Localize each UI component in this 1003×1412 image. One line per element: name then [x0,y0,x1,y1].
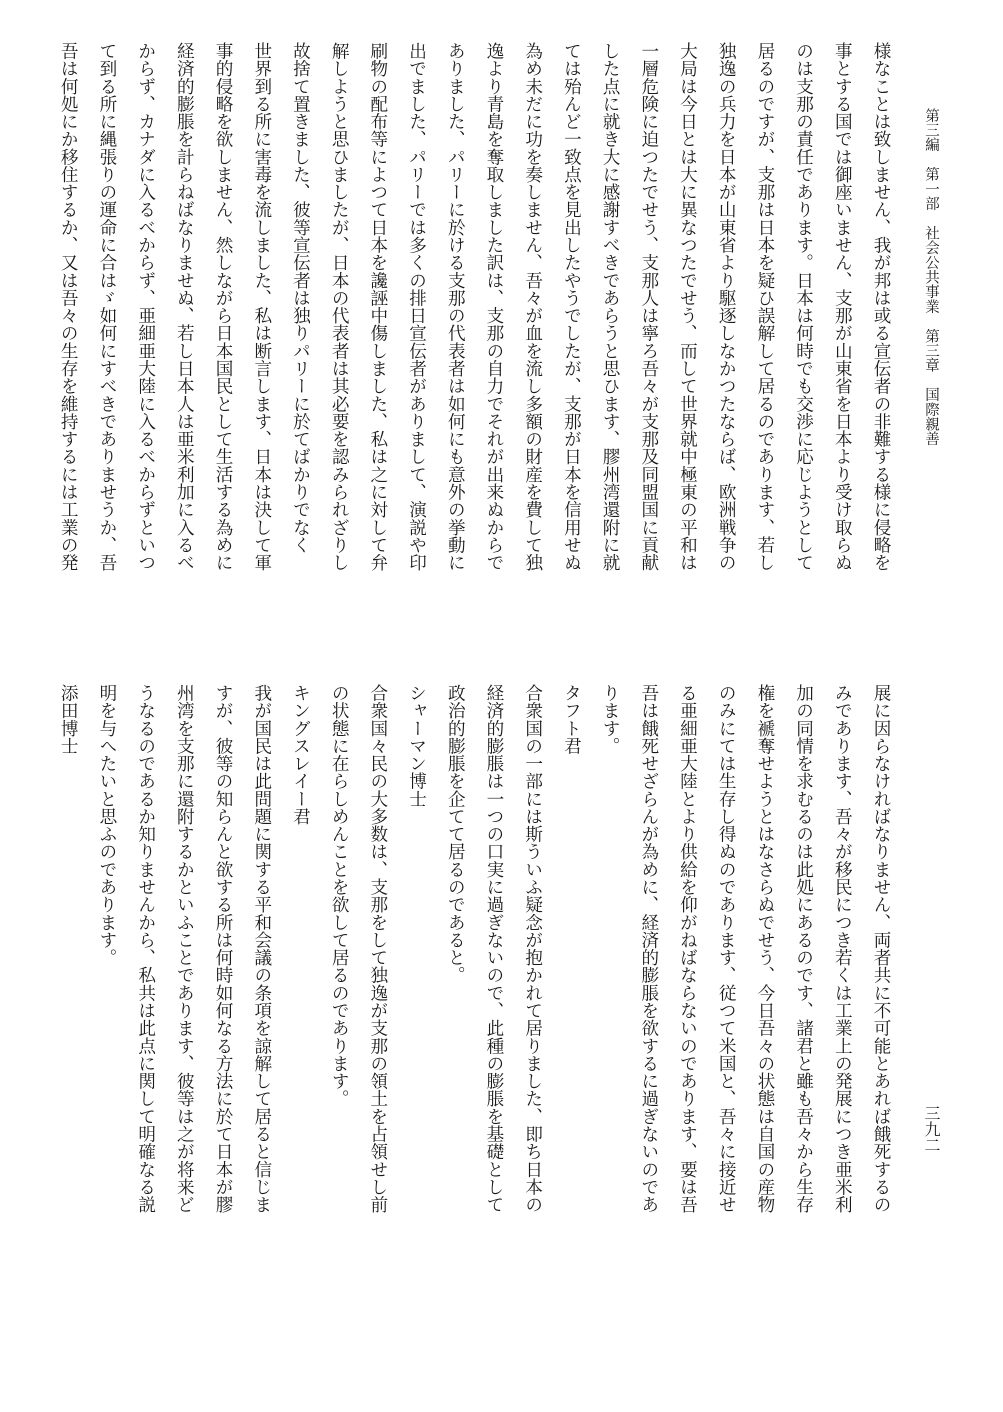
speaker-name: タフト君 [561,684,582,755]
text-line: 様なことは致しません、我が邦は或る宣伝者の非難する様に侵略を [871,42,891,572]
text-line: の状態に在らしめんことを欲して居るのであります。 [329,684,350,1108]
text-line: 為め未だに功を奏しません、吾々が血を流し多額の財産を費して独 [522,42,543,572]
text-line: 権を褫奪せようとはなさらぬでせう、今日吾々の状態は自国の産物 [754,684,775,1214]
text-line: 世界到る所に害毒を流しました、私は断言します、日本は決して軍 [251,42,272,572]
speaker-name: シャーマン博士 [406,684,427,808]
text-line: 展に因らなければなりません、両者共に不可能とあれば餓死するの [871,684,891,1214]
page-number: 三九二 [922,1105,941,1153]
text-line: ては殆んど一致点を見出したやうでしたが、支那が日本を信用せぬ [561,42,582,572]
text-line: 一層危険に迫つたでせう、支那人は寧ろ吾々が支那及同盟国に貢献 [638,42,659,572]
text-line: のは支那の責任であります。日本は何時でも交渉に応じようとして [793,42,814,572]
speaker-name: キングスレイー君 [290,684,311,826]
text-line: うなるのであるか知りませんから、私共は此点に関して明確なる説 [135,684,156,1214]
text-line: 独逸の兵力を日本が山東省より駆逐しなかつたならば、欧洲戦争の [716,42,737,572]
text-line: 吾は何処にか移住するか、又は吾々の生存を維持するには工業の発 [58,42,79,572]
text-line: 州湾を支那に還附するかといふことであります、彼等は之が将来ど [174,684,195,1214]
text-line: みであります、吾々が移民につき若くは工業上の発展につき亜米利 [832,684,853,1214]
running-header: 第三編 第一部 社会公共事業 第三章 国際親善 [923,108,939,447]
text-line: すが、彼等の知らんと欲する所は何時如何なる方法に於て日本が膠 [213,684,234,1214]
body-text-upper [58,42,900,652]
text-line: 解しようと思ひましたが、日本の代表者は其必要を認みられざりし [329,42,350,572]
text-line: 経済的膨脹は一つの口実に過ぎないので、此種の膨脹を基礎として [483,684,504,1214]
text-line: 逸より青島を奪取しました訳は、支那の自力でそれが出来ぬからで [483,42,504,572]
text-line: 出でました、パリーでは多くの排日宣伝者がありまして、演説や印 [406,42,427,572]
text-line: のみにては生存し得ぬのであります、従つて米国と、吾々に接近せ [716,684,737,1214]
text-line: 吾は餓死せざらんが為めに、経済的膨脹を欲するに過ぎないのであ [638,684,659,1214]
text-line: 政治的膨脹を企てて居るのであると。 [445,684,466,984]
text-line: 明を与へたいと思ふのであります。 [96,684,117,967]
text-line: 故捨て置きました、彼等宣伝者は独りパリーに於てばかりでなく [290,42,311,554]
text-line: 合衆国々民の大多数は、支那をして独逸が支那の領土を占領せし前 [367,684,388,1214]
text-line: ります。 [600,684,621,755]
text-line: 居るのですが、支那は日本を疑ひ誤解して居るのであります、若し [754,42,775,572]
speaker-name: 添田博士 [58,684,79,755]
text-line: 経済的膨脹を計らねばなりませぬ、若し日本人は亜米利加に入るべ [174,42,195,572]
text-line: 大局は今日とは大に異なつたでせう、而して世界就中極東の平和は [677,42,698,572]
text-line: 合衆国の一部には斯ういふ疑念が抱かれて居りました、即ち日本の [522,684,543,1214]
text-line: 事的侵略を欲しません、然しながら日本国民として生活する為めに [213,42,234,572]
text-line: 刷物の配布等によつて日本を讒誣中傷しました、私は之に対して弁 [367,42,388,572]
text-line: て到る所に縄張りの運命に合はゞ如何にすべきでありませうか、吾 [96,42,117,572]
text-line: 加の同情を求むるのは此処にあるのです、諸君と雖も吾々から生存 [793,684,814,1214]
text-line: る亜細亜大陸とより供給を仰がねばならないのであります、要は吾 [677,684,698,1214]
text-line: 事とする国では御座いません、支那が山東省を日本より受け取らぬ [832,42,853,572]
body-text-lower [58,684,900,1324]
text-line: した点に就き大に感謝すべきであらうと思ひます、膠州湾還附に就 [600,42,621,572]
text-line: ありました、パリーに於ける支那の代表者は如何にも意外の挙動に [445,42,466,572]
text-line: からず、カナダに入るべからず、亜細亜大陸に入るべからずといつ [135,42,156,572]
text-line: 我が国民は此問題に関する平和会議の条項を諒解して居ると信じま [251,684,272,1214]
